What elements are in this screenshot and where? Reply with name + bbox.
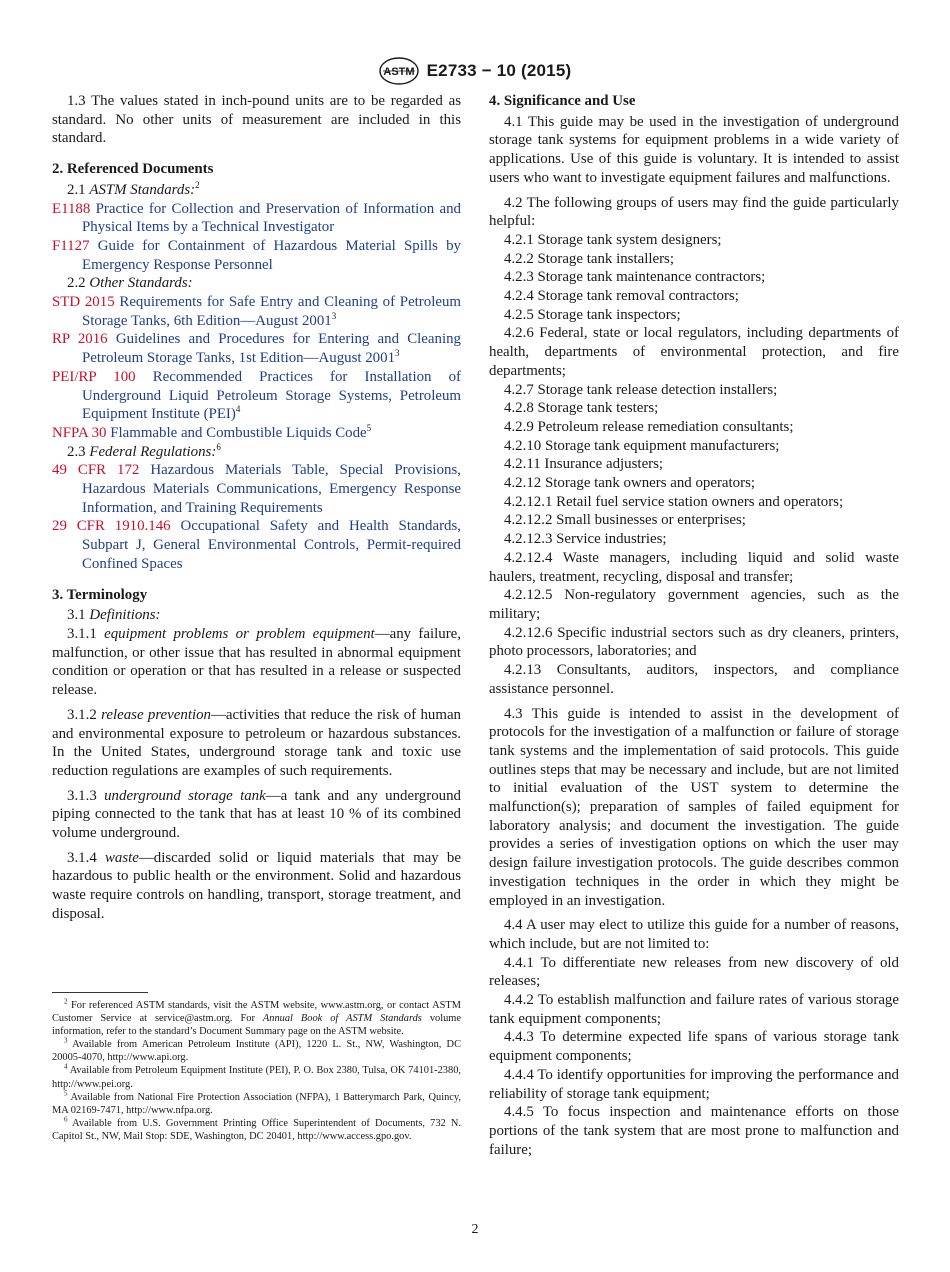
reference-code-link[interactable]: 29 CFR 1910.146 (52, 518, 171, 535)
reference-title-link[interactable]: Guidelines and Procedures for Entering and Cleaning Petroleum Storage Tanks, 1st Edition—August 2001 (82, 331, 461, 367)
paragraph-1-3: 1.3 The values stated in inch-pound units are to be regarded as standard. No other units of measurement are included in this standard. (52, 93, 461, 147)
footnote (52, 1038, 461, 1064)
reference-title-link[interactable]: Hazardous Materials Table, Special Provisions, Hazardous Materials Communications, Emergency Response Information, and Training Requirements (82, 462, 461, 516)
definition-paragraph (52, 787, 461, 843)
definition-number: 3.1.2 (67, 706, 102, 723)
page-number: 2 (471, 1222, 479, 1237)
right-column (489, 92, 899, 1159)
footnote-text: Available from U.S. Government Printing Office Superintendent of Documents, 732 N. Capitol St., NW, Mail Stop: SDE, Washington, DC 20401, http://www.access.gpo.gov. (52, 1117, 461, 1142)
reference-item (52, 200, 461, 237)
footnote-marker: 4 (64, 1063, 68, 1071)
reference-item (52, 293, 461, 330)
document-id: E2733 − 10 (2015) (426, 61, 572, 80)
reference-item (52, 517, 461, 573)
definition-text: —activities that reduce the risk of human and environmental exposure to petroleum or hazardous substances. In the United States, underground storage tank and toxic use reduction regulations are examples of such requirements. (52, 706, 461, 779)
list-item: 4.2.12.2 Small businesses or enterprises; (504, 512, 746, 529)
footnote-ref[interactable]: 3 (331, 310, 337, 321)
definition-paragraph (52, 625, 461, 700)
subsection-label: Federal Regulations: (89, 443, 217, 460)
reference-code-link[interactable]: NFPA 30 (52, 424, 107, 441)
reference-title-link[interactable]: Occupational Safety and Health Standards, Subpart J, General Environmental Controls, Permit-required Confined Spaces (82, 518, 461, 572)
subsection-label: ASTM Standards: (89, 181, 196, 198)
footnote-text: volume information, refer to the standard’s Document Summary page on the ASTM website. (52, 1013, 461, 1038)
list-item: 4.2.12.6 Specific industrial sectors such as dry cleaners, printers, photo processors, laboratories; and (489, 624, 899, 660)
footnote-divider (52, 992, 148, 993)
definition-term: underground storage tank (104, 787, 266, 804)
footnote-ref[interactable]: 4 (235, 404, 241, 415)
list-item: 4.2.12.1 Retail fuel service station owners and operators; (504, 493, 844, 510)
reference-item (52, 237, 461, 274)
list-item: 4.4.3 To determine expected life spans of various storage tank equipment components; (489, 1029, 899, 1065)
reference-title-link[interactable]: Practice for Collection and Preservation of Information and Physical Items by a Technical Investigator (82, 200, 461, 236)
footnote-marker: 6 (64, 1115, 68, 1124)
list-item: 4.2.12.5 Non-regulatory government agencies, such as the military; (489, 587, 899, 622)
reference-title-link[interactable]: Requirements for Safe Entry and Cleaning of Petroleum Storage Tanks, 6th Edition—August 2001 (82, 294, 461, 329)
definition-term: equipment problems or problem equipment (104, 625, 375, 642)
paragraph-4-3: 4.3 This guide is intended to assist in the development of protocols for the investigation of a malfunction or failure of storage tank systems and the implementation of said protocols. This guide outlines steps that may be necessary and include, but are not limited to initial evaluation of the UST system to determine the malfunction(s); preparation of samples of failed equipment for laboratory analysis; and document the investigation. The guide provides a series of investigation options on which the user may design failure investigation protocols. The guide describes common investigation techniques in the order in which they might be employed in an investigation. (489, 705, 899, 909)
reference-item (52, 461, 461, 517)
subsection-number: 2.3 (67, 443, 90, 460)
footnote-text: For referenced ASTM standards, visit the ASTM website, www.astm.org, or contact ASTM Customer Service at service@astm.org. For (52, 1000, 461, 1025)
list-item: 4.2.12 Storage tank owners and operators; (504, 475, 756, 492)
list-item: 4.4.2 To establish malfunction and failure rates of various storage tank equipment components; (489, 992, 899, 1027)
list-item: 4.2.8 Storage tank testers; (504, 400, 659, 417)
definition-paragraph (52, 849, 461, 924)
list-item: 4.2.1 Storage tank system designers; (504, 231, 722, 248)
subsection-2-1 (52, 181, 461, 200)
footnote-text: Available from American Petroleum Institute (API), 1220 L. St., NW, Washington, DC 20005-4070, http://www.api.org. (52, 1039, 461, 1064)
footnote-marker: 5 (64, 1089, 68, 1098)
subsection-number: 2.2 (67, 275, 90, 292)
list-item: 4.2.10 Storage tank equipment manufacturers; (504, 437, 780, 454)
footnote-ref[interactable]: 6 (216, 441, 221, 452)
definition-number: 3.1.4 (67, 849, 105, 866)
reference-title-link[interactable]: Recommended Practices for Installation of Underground Liquid Petroleum Storage Systems, Petroleum Equipment Institute (PEI) (82, 368, 461, 423)
reference-title-link[interactable]: Flammable and Combustible Liquids Code (110, 424, 367, 441)
list-item: 4.2.2 Storage tank installers; (504, 250, 674, 267)
footnote (52, 1117, 461, 1143)
definition-number: 3.1.3 (67, 787, 105, 804)
reference-code-link[interactable]: F1127 (52, 237, 90, 254)
list-item: 4.4.1 To differentiate new releases from new discovery of old releases; (489, 954, 899, 990)
subsection-2-2 (52, 274, 461, 293)
list-item: 4.2.13 Consultants, auditors, inspectors, and compliance assistance personnel. (489, 662, 899, 697)
definition-paragraph (52, 706, 461, 781)
left-column (52, 92, 461, 924)
subsection-3-1 (52, 606, 461, 625)
page-header (0, 56, 950, 86)
definition-text: —discarded solid or liquid materials that may be hazardous to public health or the environment. Solid and hazardous waste require controls on handling, transport, storage treatment, and disposal. (52, 849, 461, 922)
section-4-heading: 4. Significance and Use (489, 93, 636, 109)
reference-item (52, 368, 461, 424)
footnote-italic-text: Annual Book of ASTM Standards (262, 1013, 422, 1025)
footnote-text: Available from National Fire Protection Association (NFPA), 1 Batterymarch Park, Quincy, MA 02169-7471, http://www.nfpa.org. (52, 1091, 462, 1116)
list-item: 4.2.11 Insurance adjusters; (504, 456, 664, 473)
list-item: 4.2.5 Storage tank inspectors; (504, 306, 681, 323)
list-item: 4.2.3 Storage tank maintenance contractors; (504, 269, 766, 286)
footnote-text: Available from Petroleum Equipment Institute (PEI), P. O. Box 2380, Tulsa, OK 74101-2380, http://www.pei.org. (52, 1065, 461, 1090)
section-2-heading: 2. Referenced Documents (52, 161, 214, 178)
footnote-marker: 3 (64, 1036, 68, 1045)
subsection-label: Definitions: (89, 607, 161, 624)
reference-code-link[interactable]: 49 CFR 172 (52, 462, 140, 479)
reference-item (52, 424, 461, 443)
subsection-number: 2.1 (67, 181, 90, 198)
subsection-number: 3.1 (67, 607, 90, 624)
astm-logo-icon (379, 57, 419, 85)
definition-number: 3.1.1 (67, 625, 105, 642)
footnote (52, 999, 461, 1038)
footnote-marker: 2 (64, 997, 68, 1006)
subsection-2-3 (52, 443, 461, 462)
footnote-ref[interactable]: 5 (366, 422, 372, 433)
reference-code-link[interactable]: RP 2016 (52, 331, 108, 348)
paragraph-4-1: 4.1 This guide may be used in the investigation of underground storage tank systems for equipment problems in a wide variety of applications. Use of this guide is voluntary. It is intended to assist users who want to investigate equipment failures and malfunctions. (489, 113, 899, 186)
footnote (52, 1064, 461, 1090)
definition-text: —a tank and any underground piping connected to the tank that has at least 10 % of its combined volume underground. (52, 787, 461, 842)
footnote-ref[interactable]: 3 (395, 348, 400, 359)
reference-item (52, 330, 461, 367)
list-item: 4.2.6 Federal, state or local regulators, including departments of health, departments of environmental protection, and fire departments; (489, 325, 899, 379)
list-item: 4.2.9 Petroleum release remediation consultants; (504, 418, 794, 435)
list-item: 4.4.4 To identify opportunities for improving the performance and reliability of storage tank equipment; (489, 1066, 899, 1102)
paragraph-4-4: 4.4 A user may elect to utilize this guide for a number of reasons, which include, but are not limited to: (489, 917, 899, 952)
definition-term: waste (104, 849, 139, 866)
list-item: 4.2.7 Storage tank release detection installers; (504, 381, 778, 398)
reference-code-link[interactable]: E1188 (52, 200, 91, 217)
footnotes (52, 999, 461, 1143)
list-item: 4.2.12.3 Service industries; (504, 531, 667, 548)
paragraph-4-2: 4.2 The following groups of users may find the guide particularly helpful: (489, 194, 899, 230)
definition-term: release prevention (101, 706, 211, 723)
subsection-label: Other Standards: (89, 275, 193, 292)
list-item: 4.4.5 To focus inspection and maintenance efforts on those portions of the tank system that are most prone to malfunction and failure; (489, 1104, 899, 1158)
definition-text: —any failure, malfunction, or other issue that has resulted in abnormal equipment condition or operation or that has resulted in a release or suspected release. (52, 625, 462, 699)
reference-code-link[interactable]: PEI/RP 100 (52, 368, 136, 385)
list-item: 4.2.12.4 Waste managers, including liquid and solid waste haulers, treatment, recycling, disposal and transfer; (489, 549, 899, 585)
reference-title-link[interactable]: Guide for Containment of Hazardous Material Spills by Emergency Response Personnel (82, 237, 461, 273)
section-3-heading: 3. Terminology (52, 586, 148, 603)
footnote (52, 1091, 461, 1117)
footnote-ref[interactable]: 2 (195, 179, 200, 190)
logo-text: ASTM (383, 66, 415, 78)
list-item: 4.2.4 Storage tank removal contractors; (504, 288, 739, 305)
reference-code-link[interactable]: STD 2015 (52, 294, 115, 311)
